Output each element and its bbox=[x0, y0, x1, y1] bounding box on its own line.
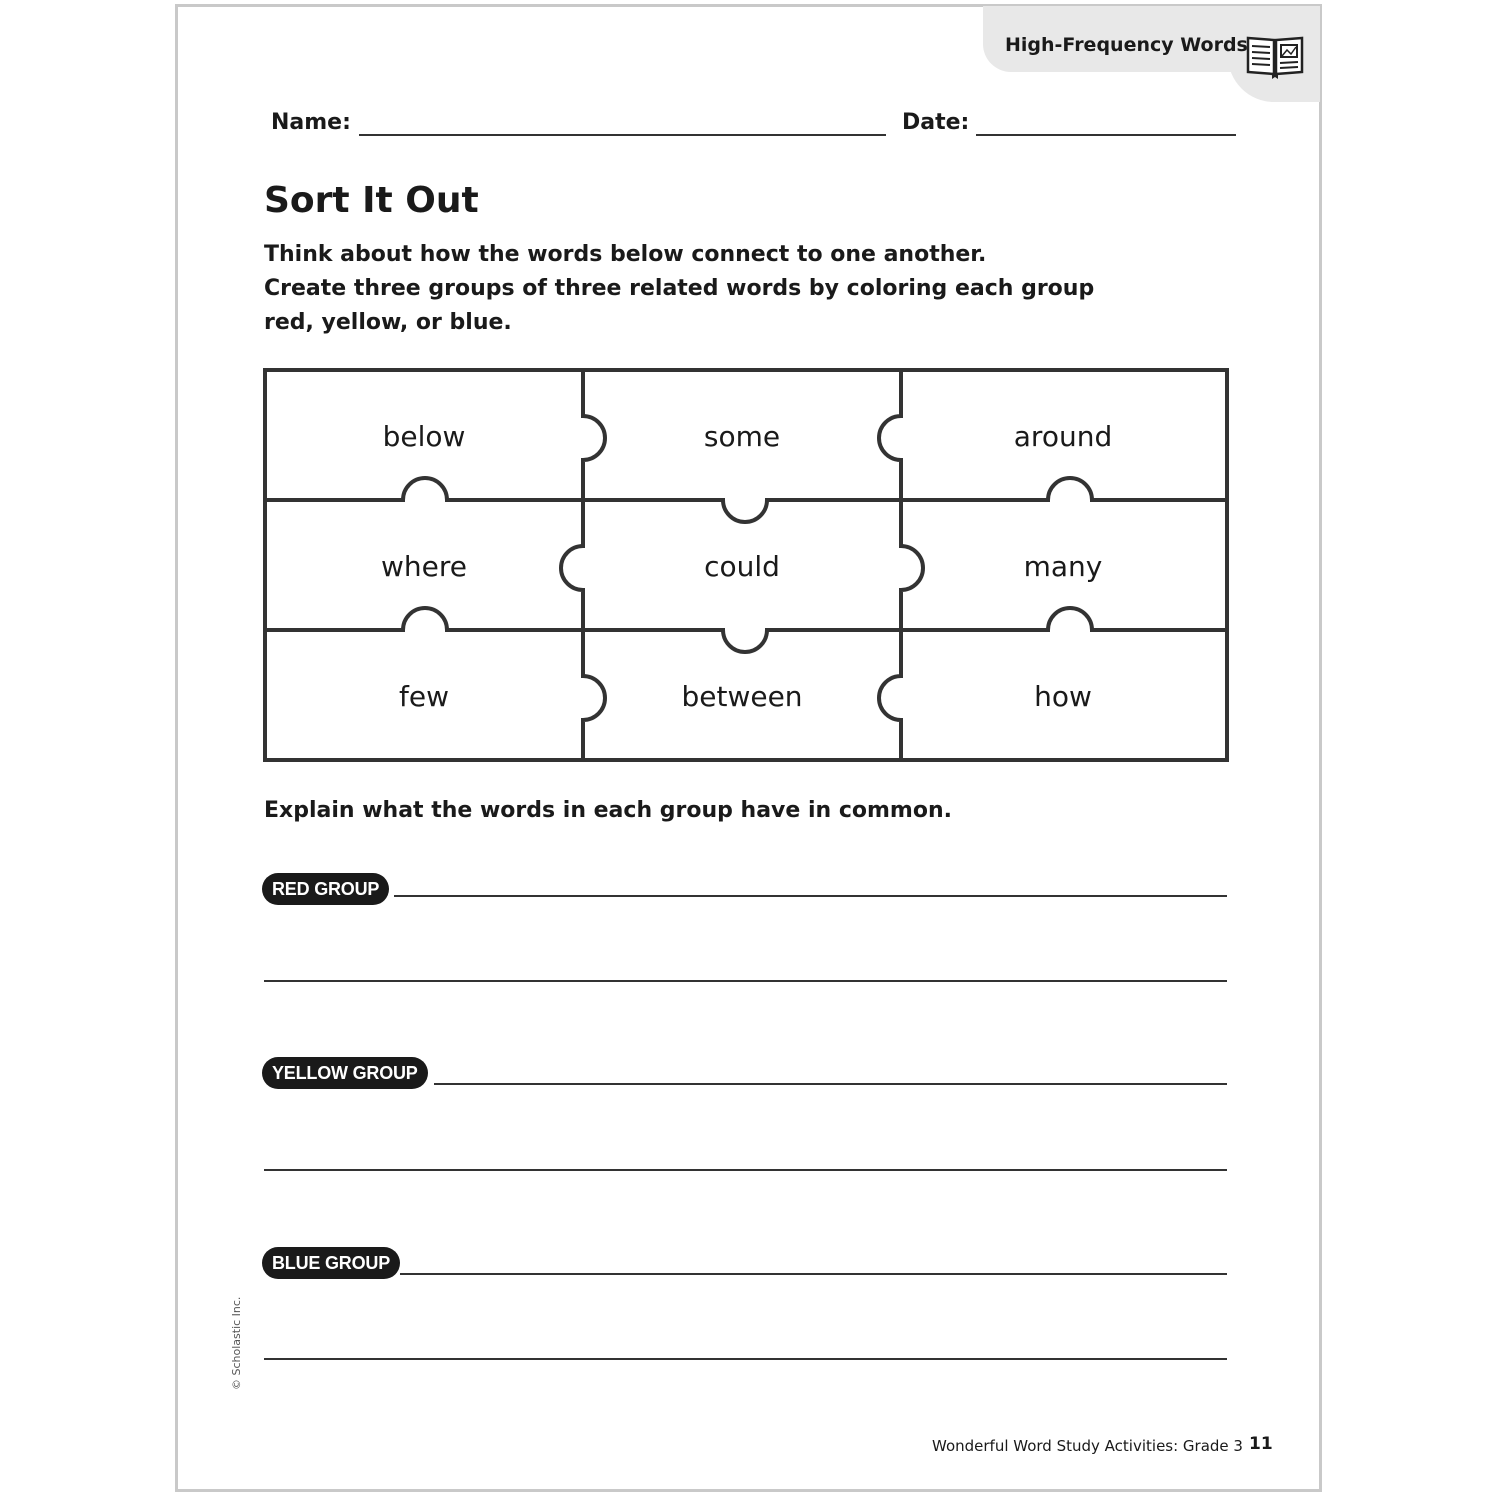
word-puzzle-grid bbox=[263, 368, 1230, 764]
explain-prompt: Explain what the words in each group have in common. bbox=[264, 798, 952, 823]
copyright-notice: © Scholastic Inc. bbox=[230, 1296, 243, 1390]
instruction-line: red, yellow, or blue. bbox=[264, 310, 512, 335]
red-group-label: RED GROUP bbox=[262, 873, 389, 905]
puzzle-word-between[interactable]: between bbox=[681, 680, 803, 713]
instructions bbox=[264, 238, 1224, 340]
blue-group-answer-line-1[interactable] bbox=[400, 1273, 1227, 1275]
blue-group-label: BLUE GROUP bbox=[262, 1247, 400, 1279]
red-group-answer-line-1[interactable] bbox=[394, 895, 1227, 897]
puzzle-word-where[interactable]: where bbox=[381, 550, 467, 583]
puzzle-word-below[interactable]: below bbox=[382, 420, 466, 453]
footer-book-title: Wonderful Word Study Activities: Grade 3 bbox=[932, 1437, 1243, 1455]
puzzle-word-could[interactable]: could bbox=[704, 550, 780, 583]
yellow-group-label: YELLOW GROUP bbox=[262, 1057, 428, 1089]
yellow-group-answer-line-1[interactable] bbox=[434, 1083, 1227, 1085]
puzzle-word-few[interactable]: few bbox=[399, 680, 449, 713]
date-label: Date: bbox=[902, 110, 970, 135]
blue-group-answer-line-2[interactable] bbox=[264, 1358, 1227, 1360]
red-group-answer-line-2[interactable] bbox=[264, 980, 1227, 982]
date-input-line[interactable] bbox=[976, 134, 1236, 136]
book-icon bbox=[1244, 30, 1306, 80]
puzzle-word-how[interactable]: how bbox=[1034, 680, 1092, 713]
puzzle-word-many[interactable]: many bbox=[1023, 550, 1103, 583]
page-title: Sort It Out bbox=[264, 180, 479, 221]
page-number: 11 bbox=[1249, 1434, 1273, 1454]
instruction-line: Think about how the words below connect to one another. bbox=[264, 242, 987, 267]
yellow-group-answer-line-2[interactable] bbox=[264, 1169, 1227, 1171]
name-label: Name: bbox=[271, 110, 351, 135]
puzzle-word-some[interactable]: some bbox=[703, 420, 781, 453]
puzzle-word-around[interactable]: around bbox=[1013, 420, 1113, 453]
instruction-line: Create three groups of three related words by coloring each group bbox=[264, 276, 1095, 301]
name-input-line[interactable] bbox=[359, 134, 886, 136]
section-label: High-Frequency Words bbox=[1005, 34, 1248, 56]
